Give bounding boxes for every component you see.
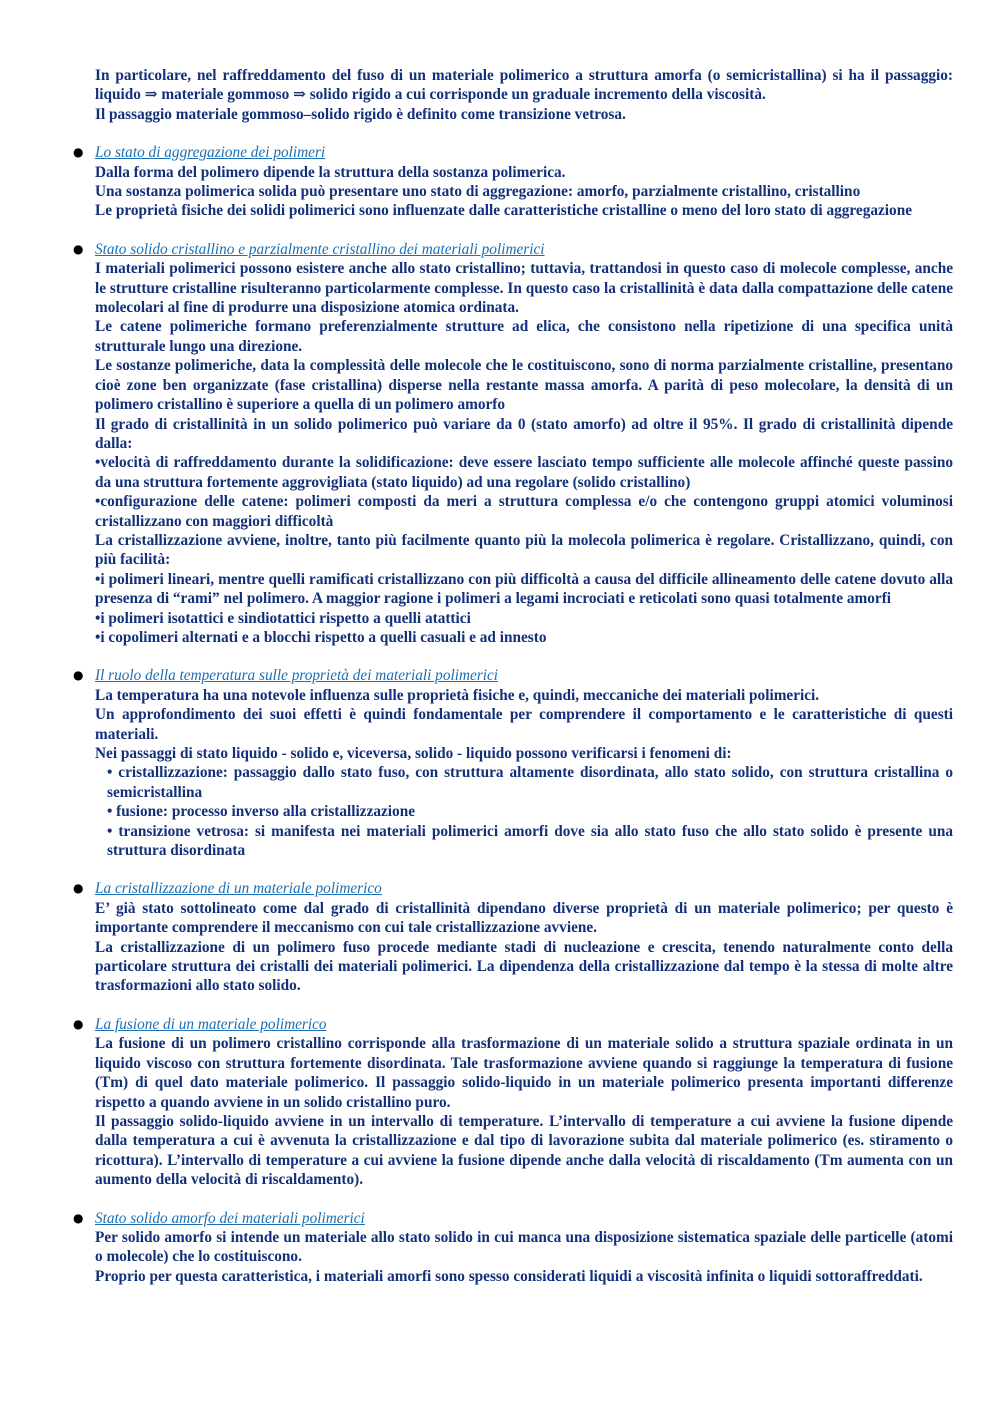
bullet-dot-icon: ●: [73, 668, 84, 683]
section-paragraph: Dalla forma del polimero dipende la struttura della sostanza polimerica.: [95, 163, 566, 181]
section-heading: Stato solido amorfo dei materiali polimerici: [95, 1209, 365, 1227]
section-paragraph: •configurazione delle catene: polimeri composti da meri a struttura complessa e/o che contengono gruppi atomici voluminosi cristallizzano con maggiori difficoltà: [95, 493, 953, 530]
section-paragraph: •i polimeri lineari, mentre quelli ramificati cristallizzano con più difficoltà a causa del difficile allineamento delle catene dovuto alla presenza di “rami” nel polimero. A maggior ragione i polimeri a legami incrociati e reticolati sono quasi totalmente amorfi: [95, 570, 953, 608]
bullet-dot-icon: ●: [73, 881, 84, 896]
section-heading: La cristallizzazione di un materiale polimerico: [95, 880, 382, 898]
section-paragraph: •i copolimeri alternati e a blocchi rispetto a quelli casuali e ad innesto: [95, 628, 547, 646]
section-heading: Lo stato di aggregazione dei polimeri: [95, 144, 326, 162]
section-aggregation-state: [73, 143, 953, 221]
section-paragraph: •i polimeri isotattici e sindiotattici rispetto a quelli atattici: [95, 609, 471, 627]
sub-list-item: • fusione: processo inverso alla cristallizzazione: [107, 803, 415, 821]
bullet-dot-icon: ●: [73, 1016, 84, 1031]
section-paragraph: I materiali polimerici possono esistere anche allo stato cristallino; tuttavia, trattandosi in questo caso di molecole complesse, anche le strutture cristalline risulteranno particolarmente complesse. In questo caso la cristallinità è data dalla compattazione delle catene molecolari al fine di produrre una disposizione atomica ordinata.: [95, 260, 953, 317]
section-heading: Stato solido cristallino e parzialmente cristallino dei materiali polimerici: [95, 240, 545, 258]
bullet-dot-icon: ●: [73, 145, 84, 160]
intro-block: [95, 66, 953, 124]
section-paragraph: Nei passaggi di stato liquido - solido e, viceversa, solido - liquido possono verificarsi i fenomeni di:: [95, 745, 732, 762]
bullet-dot-icon: ●: [73, 1210, 84, 1225]
section-paragraph: Le sostanze polimeriche, data la complessità delle molecole che le costituiscono, sono di norma parzialmente cristalline, presentano cioè zone ben organizzate (fase cristallina) disperse nella restante massa amorfa. A parità di peso molecolare, la densità di un polimero cristallino è superiore a quella di un polimero amorfo: [95, 357, 953, 414]
section-heading: La fusione di un materiale polimerico: [95, 1015, 327, 1033]
section-paragraph: Il passaggio solido-liquido avviene in un intervallo di temperature. L’intervallo di temperature a cui avviene la fusione dipende dalla temperatura a cui è avvenuta la cristallizzazione e dal tipo di lavorazione subita dal materiale polimerico (es. stiramento o ricottura). L’intervallo di temperature a cui avviene la fusione dipende anche dalla velocità di riscaldamento (Tm aumenta con un aumento della velocità di riscaldamento).: [95, 1112, 953, 1189]
intro-paragraph: In particolare, nel raffreddamento del fuso di un materiale polimerico a struttura amorfa (o semicristallina) si ha il passaggio: liquido ⇒ materiale gommoso ⇒ solido rigido a cui corrisponde un graduale incremento della viscosità.: [95, 67, 953, 104]
section-paragraph: Per solido amorfo si intende un materiale allo stato solido in cui manca una disposizione sistematica spaziale delle particelle (atomi o molecole) che lo costituiscono.: [95, 1228, 953, 1266]
section-crystallization: [73, 879, 953, 995]
section-paragraph: La cristallizzazione di un polimero fuso procede mediante stadi di nucleazione e crescita, tenendo naturalmente conto della particolare struttura dei cristalli dei materiali polimerici. La dipendenza della cristallizzazione dal tempo è la stessa di molte altre trasformazioni allo stato solido.: [95, 938, 953, 995]
section-temperature-role: [73, 666, 953, 860]
sub-list-item: • cristallizzazione: passaggio dallo stato fuso, con struttura altamente disordinata, allo stato solido, con struttura cristallina o semicristallina: [107, 764, 953, 801]
section-paragraph: Una sostanza polimerica solida può presentare uno stato di aggregazione: amorfo, parzialmente cristallino, cristallino: [95, 183, 861, 201]
section-paragraph: E’ già stato sottolineato come dal grado di cristallinità dipendano diverse proprietà di un materiale polimerico; per questo è importante comprendere il meccanismo con cui tale cristallizzazione avviene.: [95, 899, 953, 937]
section-amorphous-state: [73, 1209, 953, 1287]
section-paragraph: La fusione di un polimero cristallino corrisponde alla trasformazione di un materiale solido a struttura spaziale ordinata in un liquido viscoso con struttura fortemente disordinata. Tale trasformazione avviene quando si raggiunge la temperatura di fusione (Tm) di quel dato materiale polimerico. Il passaggio solido-liquido in un materiale polimerico presenta importanti differenze rispetto a quando avviene in un solido cristallino puro.: [95, 1035, 953, 1111]
section-paragraph: Proprio per questa caratteristica, i materiali amorfi sono spesso considerati liquidi a viscosità infinita o liquidi sottoraffreddati.: [95, 1267, 923, 1285]
sub-list-item: • transizione vetrosa: si manifesta nei materiali polimerici amorfi dove sia allo stato fuso che allo stato solido è presente una struttura disordinata: [107, 822, 953, 860]
section-paragraph: La temperatura ha una notevole influenza sulle proprietà fisiche e, quindi, meccaniche dei materiali polimerici.: [95, 686, 820, 704]
section-crystalline-state: [73, 240, 953, 648]
bullet-dot-icon: ●: [73, 241, 84, 256]
section-paragraph: •velocità di raffreddamento durante la solidificazione: deve essere lasciato tempo sufficiente alle molecole affinché queste passino da una struttura fortemente aggrovigliata (stato liquido) ad una regolare (solido cristallino): [95, 454, 953, 491]
document-page: [73, 66, 953, 1286]
section-paragraph: Le catene polimeriche formano preferenzialmente strutture ad elica, che consistono nella ripetizione di una specifica unità strutturale lungo una direzione.: [95, 318, 953, 355]
section-paragraph: Le proprietà fisiche dei solidi polimerici sono influenzate dalle caratteristiche cristalline o meno del loro stato di aggregazione: [95, 202, 913, 220]
section-heading: Il ruolo della temperatura sulle proprietà dei materiali polimerici: [95, 667, 499, 685]
section-melting: [73, 1015, 953, 1190]
section-paragraph: Un approfondimento dei suoi effetti è quindi fondamentale per comprendere il comportamento e le caratteristiche di questi materiali.: [95, 706, 953, 743]
section-paragraph: La cristallizzazione avviene, inoltre, tanto più facilmente quanto più la molecola polimerica è regolare. Cristallizzano, quindi, con più facilità:: [95, 531, 953, 569]
intro-paragraph: Il passaggio materiale gommoso–solido rigido è definito come transizione vetrosa.: [95, 105, 626, 123]
section-paragraph: Il grado di cristallinità in un solido polimerico può variare da 0 (stato amorfo) ad oltre il 95%. Il grado di cristallinità dipende dalla:: [95, 415, 953, 452]
